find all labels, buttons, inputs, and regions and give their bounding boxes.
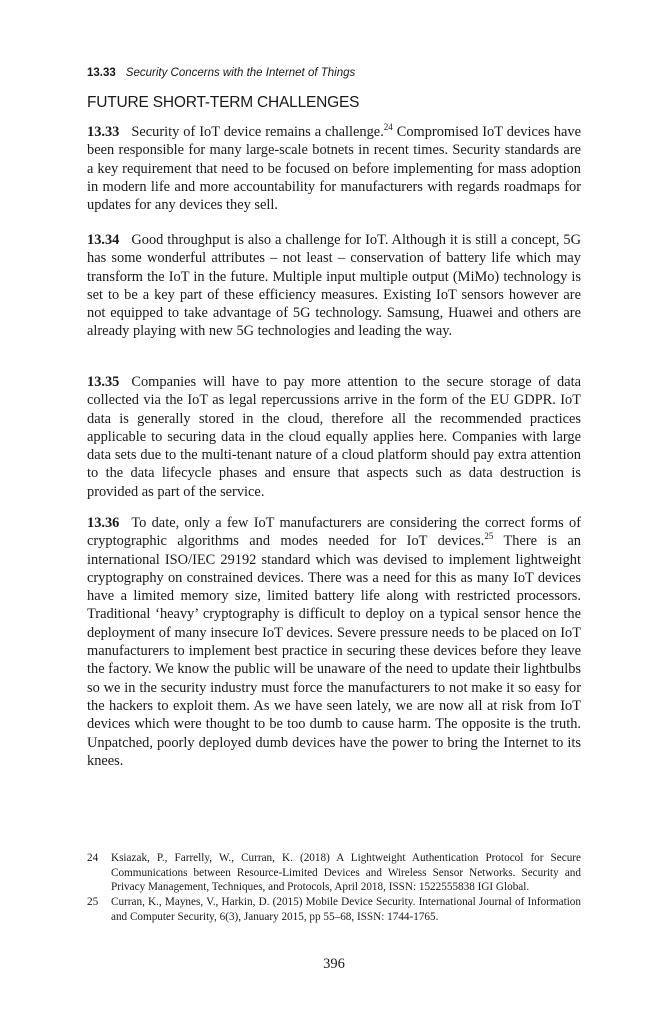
paragraph-number: 13.34 xyxy=(87,232,120,248)
running-head-title: Security Concerns with the Internet of Things xyxy=(125,67,356,79)
paragraph-text: Security of IoT device remains a challenge. xyxy=(131,124,384,140)
footnote-25 xyxy=(87,895,581,924)
running-head-number: 13.33 xyxy=(87,67,116,79)
footnote-text: Ksiazak, P., Farrelly, W., Curran, K. (2018) A Lightweight Authentication Protocol for Secure Communications between Resource-Limited Devices and Wireless Sensor Networks. Security and Privacy Management, Techniques, and Protocols, April 2018, ISSN: 1522555838 IGI Global. xyxy=(111,852,581,894)
running-head xyxy=(87,67,355,79)
footnote-number: 24 xyxy=(87,852,99,864)
paragraph-text: Good throughput is also a challenge for IoT. Although it is still a concept, 5G has some wonderful attributes – not least – conservation of battery life which may transform the IoT in the future. Multiple input multiple output (MiMo) technology is set to be a key part of these efficiency measures. Existing IoT sensors however are not equipped to take advantage of 5G technology. Samsung, Huawei and others are already playing with new 5G technologies and leading the way. xyxy=(87,232,581,340)
paragraph-text: Compromised IoT devices have been responsible for many large-scale botnets in recent times. Security standards are a key requirement that need to be focused on before implementing for mass adoption in modern life and more accountability for manufacturers with regards roadmaps for updates for any devices they sell. xyxy=(87,124,581,214)
paragraph-text: Companies will have to pay more attention to the secure storage of data collected via the IoT as legal repercussions arrive in the form of the EU GDPR. IoT data is generally stored in the cloud, therefore all the recommended practices applicable to securing data in the cloud equally applies here. Companies with large data sets due to the multi-tenant nature of a cloud platform should pay extra attention to the data lifecycle phases and ensure that aspects such as data destruction is provided as part of the service. xyxy=(87,374,581,500)
paragraph-13-33 xyxy=(87,123,581,214)
footnote-number: 25 xyxy=(87,896,99,909)
paragraph-number: 13.36 xyxy=(87,515,120,531)
section-heading: FUTURE SHORT-TERM CHALLENGES xyxy=(87,94,360,111)
paragraph-text: There is an international ISO/IEC 29192 standard which was devised to implement lightweight cryptography on constrained devices. There was a need for this as many IoT devices have a limited memory size, limited battery life along with restricted processors. Traditional ‘heavy’ cryptography is difficult to deploy on a typical sensor hence the deployment of many insecure IoT devices. Severe pressure needs to be placed on IoT manufacturers to implement best practice in securing these devices before they leave the factory. We know the public will be unaware of the need to update their lightbulbs so we in the security industry must force the manufacturers to not make it so easy for the hackers to exploit them. As we have seen lately, we are now all at risk from IoT devices which were thought to be too dumb to cause harm. The opposite is the truth. Unpatched, poorly deployed dumb devices have the power to bring the Internet to its knees. xyxy=(87,533,581,769)
footnotes xyxy=(87,851,581,925)
paragraph-13-36 xyxy=(87,514,581,770)
paragraph-number: 13.35 xyxy=(87,374,120,390)
paragraph-text: To date, only a few IoT manufacturers are considering the correct forms of cryptographic algorithms and modes needed for IoT devices. xyxy=(87,515,581,550)
paragraph-13-35 xyxy=(87,373,581,501)
footnote-reference[interactable]: 25 xyxy=(484,531,494,542)
footnote-reference[interactable]: 24 xyxy=(383,122,393,132)
paragraph-13-34 xyxy=(87,231,581,341)
footnote-24 xyxy=(87,851,581,895)
footnote-text: Curran, K., Maynes, V., Harkin, D. (2015) Mobile Device Security. International Journal of Information and Computer Security, 6(3), January 2015, pp 55–68, ISSN: 1744-1765. xyxy=(111,896,581,923)
paragraph-number: 13.33 xyxy=(87,124,120,140)
page-number: 396 xyxy=(323,956,345,972)
